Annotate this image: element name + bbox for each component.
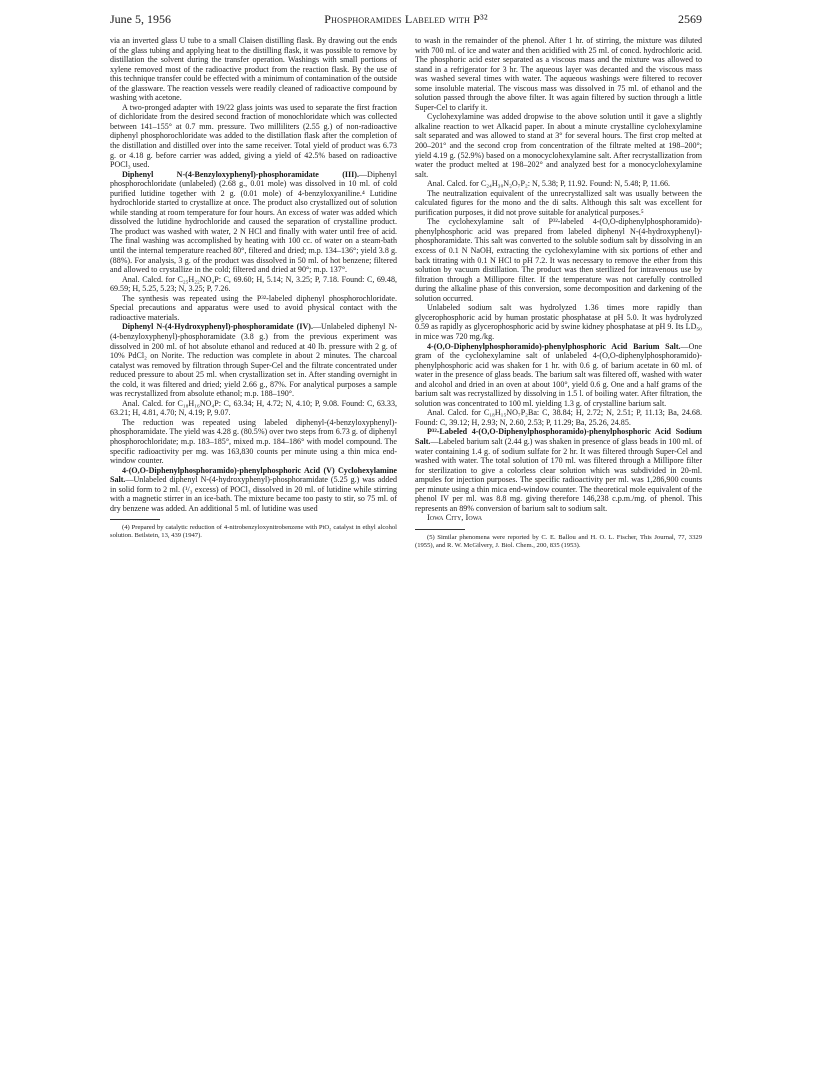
analysis-line: Anal. Calcd. for C₁₈H₁₅NO₇P₂Ba: C, 38.84; H, 2.72; N, 2.51; P, 11.13; Ba, 24.68. Found: C, 39.12; H, 2.93; N, 2.60, 2.53; P, 11.29; Ba, 25.26, 24.85. [415, 408, 702, 427]
footnote: (4) Prepared by catalytic reduction of 4-nitrobenzyloxynitrobenzene with PtO₂ catalyst in ethyl alcohol solution. Beilstein, 13, 439 (1947). [110, 524, 397, 540]
header-date: June 5, 1956 [110, 12, 171, 26]
paragraph: Diphenyl N-(4-Benzyloxyphenyl)-phosphoramidate (III).—Diphenyl phosphorochloridate (unlabeled) (2.68 g., 0.01 mole) was dissolved in 10 ml. of cold purified lutidine together with 2 g. (0.01 mole) of 4-benzyloxyaniline.⁴ Lutidine hydrochloride started to crystallize at once. The product also crystallized out of solution while standing at room temperature for four hours. An excess of water was added which dissolved the lutidine hydrochloride and caused the separation of crystalline product. The product was washed with water, 2 N HCl and finally with water until free of acid. The final washing was accomplished by heating with 100 cc. of water on a steam-bath until the internal temperature reached 80°, filtered and dried; m.p. 134–136°; yield 3.8 g. (88%). For analysis, 3 g. of the product was dissolved in 50 ml. of hot benzene; filtered and allowed to crystallize in the cold; filtered and dried at 90°; m.p. 137°. [110, 169, 397, 275]
paragraph: The synthesis was repeated using the P³²-labeled diphenyl phosphorochloridate. Special precautions and apparatus were used to avoid physical contact with the radioactive materials. [110, 293, 397, 322]
left-column [110, 36, 397, 1036]
paragraph: P³²-Labeled 4-(O,O-Diphenylphosphoramido)-phenylphosphoric Acid Sodium Salt.—Labeled barium salt (2.44 g.) was shaken in presence of glass beads in 100 ml. of water containing 1.4 g. of sodium sulfate for 2 hr. It was filtered through Super-Cel and washed with water. The total solution of 170 ml. was filtered through a Millipore filter for sterilization to give a colorless clear solution which was subdivided in 20-ml. ampules for injection purposes. The specific radioactivity per ml. was 1,286,900 counts per minute using a thin mica end-window counter. The theoretical mole equivalent of the phenol IV per ml. was 8.8 mg. giving therefore 146,238 c.p.m./mg. of phenol. This represents an 89% conversion of barium salt to sodium salt. [415, 427, 702, 513]
paragraph: Diphenyl N-(4-Hydroxyphenyl)-phosphoramidate (IV).—Unlabeled diphenyl N-(4-benzyloxyphenyl)-phosphoramidate (3.8 g.) from the previous experiment was dissolved in 200 ml. of hot absolute ethanol and reduced at 40 lb. pressure with 2 g. of 10% PdCl₂ on Norite. The reduction was complete in about 2 minutes. The charcoal catalyst was removed by filtration through Super-Cel and the filtrate concentrated under reduced pressure to about 25 ml. when crystallization set in. After standing overnight in the cold, it was filtered and dried; yield 2.66 g., 87%. For analytical purposes a sample was recrystallized from absolute ethanol; m.p. 188–190°. [110, 322, 397, 399]
paragraph: 4-(O,O-Diphenylphosphoramido)-phenylphosphoric Acid Barium Salt.—One gram of the cyclohexylamine salt of unlabeled 4-(O,O-diphenylphosphoramido)-phenylphosphoric acid was shaken for 1 hr. with 0.6 g. of barium acetate in 60 ml. of water in the presence of glass beads. The barium salt was filtered off, washed with water and alcohol and dried in an oven at about 100°, yield 0.6 g. One and a half grams of the barium salt was recrystallized by dissolving in 1.5 l. of boiling water. After filtration, the solution was concentrated to 100 ml. yielding 1.3 g. of crystalline barium salt. [415, 341, 702, 408]
section-heading: P³²-Labeled 4-(O,O-Diphenylphosphoramido)-phenylphosphoric Acid Sodium Salt. [415, 427, 702, 446]
page-number: 2569 [678, 12, 702, 26]
header-title: Phosphoramides Labeled with P³² [324, 12, 488, 26]
section-heading: 4-(O,O-Diphenylphosphoramido)-phenylphosphoric Acid Barium Salt. [427, 341, 681, 351]
analysis-line: Anal. Calcd. for C₂₄H₃₀N₂O₇P₂: N, 5.38; P, 11.92. Found: N, 5.48; P, 11.66. [427, 179, 671, 189]
footnote: (5) Similar phenomena were reported by C. E. Ballou and H. O. L. Fischer, This Journal, 77, 3329 (1955), and R. W. McGilvery, J. Biol. Chem., 200, 835 (1953). [415, 533, 702, 549]
footnote-divider [415, 529, 465, 530]
paragraph: A two-pronged adapter with 19/22 glass joints was used to separate the first fraction of dichloridate from the desired second fraction of monochloridate which was collected between 141–155° at 0.7 mm. pressure. Two milliliters (2.55 g.) of non-radioactive diphenyl phosphorochloridate was added to the distillation flask after the completion of the distillation and distilled over into the same receiver. Total yield of product was 6.73 g. or 4.18 g. before carrier was added, giving a yield of 42.5% based on radioactive POCl₃ used. [110, 102, 397, 170]
paragraph: to wash in the remainder of the phenol. After 1 hr. of stirring, the mixture was diluted with 700 ml. of ice and water and then acidified with 25 ml. of concd. hydrochloric acid. The phosphoric acid ester separated as a viscous mass and the mixture was allowed to stand in a refrigerator for 3 hr. The aqueous layer was decanted and the viscous mass was washed several times with water. The aqueous washings were filtered to recover some insoluble material. The viscous mass was dissolved in 75 ml. of ethanol and the solution passed through the above filter. It was again filtered by suction through a little Super-Cel to clarify it. [415, 36, 702, 112]
paragraph: Cyclohexylamine was added dropwise to the above solution until it gave a slightly alkaline reaction to wet Alkacid paper. In about a minute crystalline cyclohexylamine salt separated and was allowed to stand at 3° for several hours. The first crop melted at 200–201° and the second crop from concentration of the filtrate melted at 198–200°; yield 4.19 g. (52.9%) based on a monocyclohexylamine salt. After recrystallization from water the product melted at 198–202° and analyzed best for a monocyclohexylamine salt. [415, 112, 702, 179]
paragraph: 4-(O,O-Diphenylphosphoramido)-phenylphosphoric Acid (V) Cyclohexylamine Salt.—Unlabeled diphenyl N-(4-hydroxyphenyl)-phosphoramidate (5.25 g.) was added in solid form to 2 ml. (¹/₃ excess) of POCl₃ dissolved in 20 ml. of lutidine while stirring with a magnetic stirrer in an ice-bath. The mixture became too pasty to stir, so 75 ml. of dry benzene was added. An additional 5 ml. of lutidine was used [110, 465, 397, 513]
paragraph: The cyclohexylamine salt of P³²-labeled 4-(O,O-diphenylphosphoramido)-phenylphosphoric acid was prepared from labeled diphenyl N-(4-hydroxyphenyl)-phosphoramidate. This salt was converted to the soluble sodium salt by dissolving in an excess of 0.1 N NaOH, extracting the cyclohexylamine with six portions of ether and back titrating with 0.1 N HCl to pH 7.2. It was necessary to remove the ether from this solution by vacuum distillation. The product was then sterilized for intravenous use by filtration through a Millipore filter. If the temperature was not carefully controlled during the alkaline phase of this conversion, some decomposition and darkening of the solution occurred. [415, 217, 702, 303]
paragraph: Unlabeled sodium salt was hydrolyzed 1.36 times more rapidly than glycerophosphoric acid by human prostatic phosphatase at pH 5.0. It was hydrolyzed 0.59 as rapidly as glycerophosphoric acid by swine kidney phosphatase at pH 9. Its LD₅₀ in mice was 720 mg./kg. [415, 303, 702, 341]
section-heading: Diphenyl N-(4-Benzyloxyphenyl)-phosphoramidate (III). [122, 169, 359, 179]
affiliation: Iowa City, Iowa [427, 512, 483, 523]
section-heading: Diphenyl N-(4-Hydroxyphenyl)-phosphoramidate (IV). [122, 322, 313, 332]
section-heading: 4-(O,O-Diphenylphosphoramido)-phenylphosphoric Acid (V) Cyclohexylamine Salt. [110, 465, 397, 485]
paragraph: The neutralization equivalent of the unrecrystallized salt was usually between the calculated figures for the mono and the di salts. Although this salt was excellent for purification purposes, it did not prove suitable for analytical purposes.⁵ [415, 188, 702, 217]
paragraph: The reduction was repeated using labeled diphenyl-(4-benzyloxyphenyl)-phosphoramidate. The yield was 4.28 g. (80.5%) over two steps from 6.73 g. of diphenyl phosphorochloridate; m.p. 183–185°, mixed m.p. 184–186° with model compound. The specific radioactivity per mg. was 163,830 counts per minute using a thin mica end-window counter. [110, 417, 397, 466]
analysis-line: Anal. Calcd. for C₂₅H₂₂NO₄P: C, 69.60; H, 5.14; N, 3.25; P, 7.18. Found: C, 69.48, 69.59; H, 5.25, 5.23; N, 3.25; P, 7.26. [110, 274, 397, 294]
paragraph: via an inverted glass U tube to a small Claisen distilling flask. By drawing out the ends of the glass tubing and applying heat to the distilling flask, it was possible to remove by distillation the solvent during the transfer operation. Washings with small portions of xylene removed most of the radioactive product from the reaction flask. By the use of this technique transfer could be effected with a minimum of contamination of the outside of the glassware. The reaction vessels were readily cleaned of radioactive compound by washing with acetone. [110, 36, 397, 103]
footnote-divider [110, 519, 160, 520]
right-column [415, 36, 702, 1036]
analysis-line: Anal. Calcd. for C₁₈H₁₆NO₄P: C, 63.34; H, 4.72; N, 4.10; P, 9.08. Found: C, 63.33, 63.21; H, 4.81, 4.70; N, 4.19; P, 9.07. [110, 398, 397, 418]
page-header [110, 12, 702, 30]
